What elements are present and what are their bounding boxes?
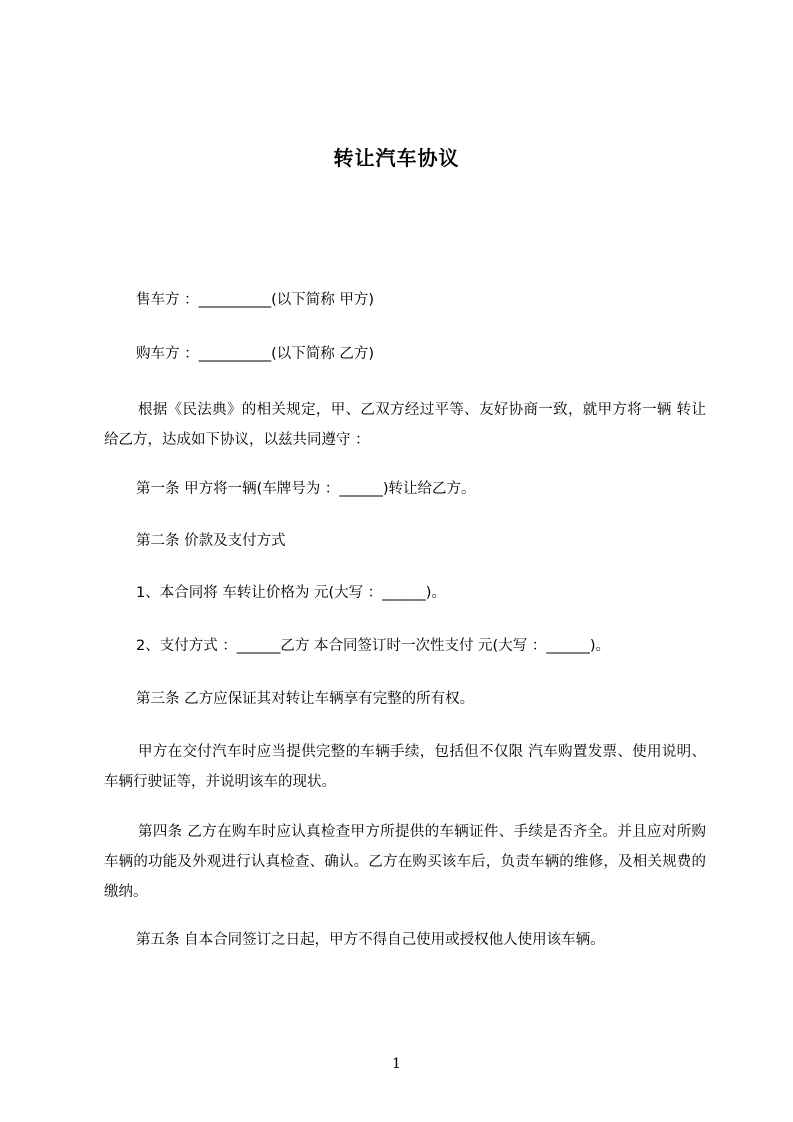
delivery-paragraph: 甲方在交付汽车时应当提供完整的车辆手续，包括但不仅限 汽车购置发票、使用说明、车辆行驶证等，并说明该车的现状。 [104,744,706,790]
article-5: 第五条 自本合同签订之日起，甲方不得自己使用或授权他人使用该车辆。 [136,932,605,948]
clause-2-2: 2、支付方式 ：______乙方 本合同签订时一次性支付 元(大写 ：______)。 [136,638,610,654]
article-2-heading: 第二条 价款及支付方式 [136,533,286,549]
article-4-paragraph: 第四条 乙方在购车时应认真检查甲方所提供的车辆证件、手续是否齐全。并且应对所购车辆的功能及外观进行认真检查、确认。乙方在购买该车后，负责车辆的维修，及相关规费的缴纳。 [104,824,706,900]
preamble-paragraph: 根据《民法典》的相关规定，甲、乙双方经过平等、友好协商一致，就甲方将一辆 转让给乙方，达成如下协议，以兹共同遵守 ： [104,402,706,448]
page-number: 1 [392,1056,401,1072]
document-title: 转让汽车协议 [333,146,460,170]
clause-2-1: 1、本合同将 车转让价格为 元(大写 ：______)。 [136,585,446,601]
article-3: 第三条 乙方应保证其对转让车辆享有完整的所有权。 [136,691,475,707]
buyer-line: 购车方 ：__________(以下简称 乙方) [136,346,375,362]
article-1: 第一条 甲方将一辆(车牌号为 ：______)转让给乙方。 [136,481,476,497]
seller-line: 售车方 ：__________(以下简称 甲方) [136,292,375,308]
